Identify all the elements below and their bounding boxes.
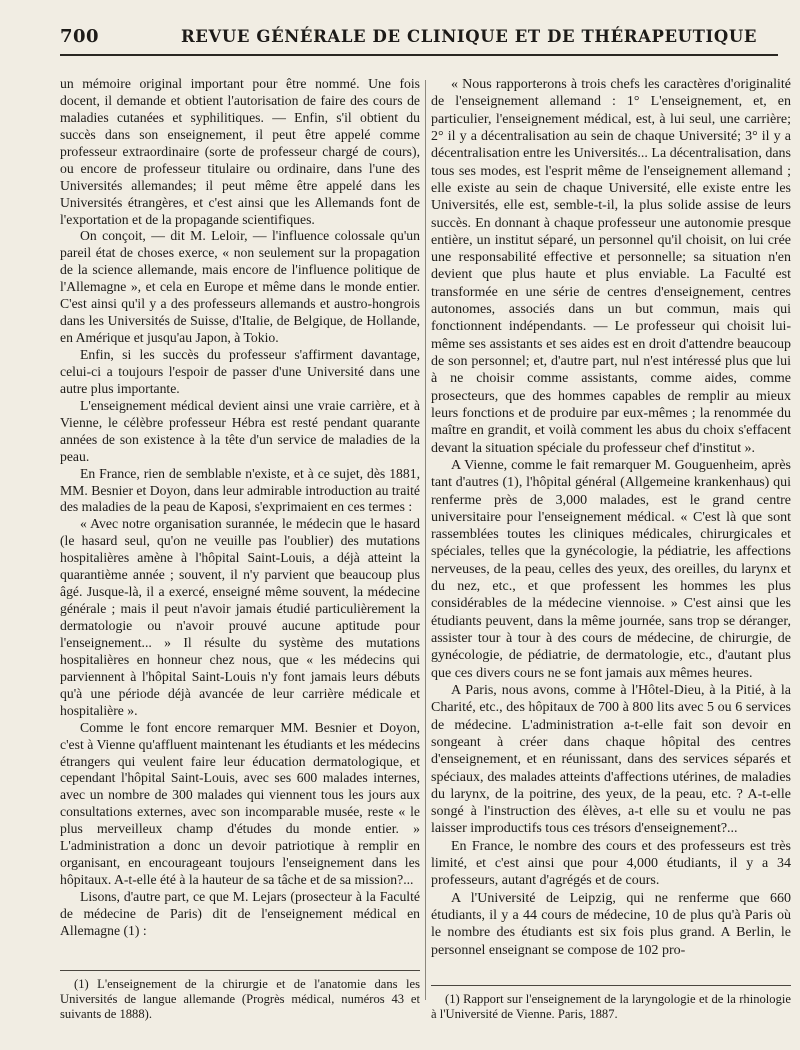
paragraph: « Nous rapporterons à trois chefs les caractères d'originalité de l'enseignement allemand : 1° L'enseignement, et, en particulier, l'enseignement médical, est, à lui seul, une carrière; 2° il y a décentralisation au sein de chaque Université; 3° il y a décentralisation entre les Universités... La décentralisation, dans tous ses modes, est l'esprit même de l'enseignement allemand ; elle existe au sein de chaque Université, elle existe entre les Universités, elle est, semble-t-il, la plus solide assise de leurs succès. En donnant à chaque professeur une autonomie presque entière, un institut séparé, un personnel qu'il choisit, on lui crée une responsabilité effective et personnelle; sa situation n'en devient que plus haute et plus enviable. La Faculté est transformée en une série de centres d'enseignement, centres autonomes, associés dans un but commun, mais qui fonctionnent indépendants. — Le professeur qui choisit lui-même ses assistants et ses aides est en droit d'attendre beaucoup de son personnel; et, d'autre part, nul n'est intéressé plus que lui à ne choisir comme assistants, comme aides, comme prosecteurs, que des hommes capables de remplir au mieux leurs fonctions et de produire par eux-mêmes ; la renommée du maître en grandit, et voilà comment les abus du choix s'effacent devant la situation spéciale du professeur chef d'institut ». [431,77,791,456]
paragraph: Comme le font encore remarquer MM. Besnier et Doyon, c'est à Vienne qu'affluent maintenant les étudiants et les médecins étrangers qui veulent faire leur éducation dermatologique, et cependant l'hôpital Saint-Louis, avec ses 600 malades internes, avec un nombre de 300 malades qui viennent tous les jours aux consultations externes, avec son incomparable musée, reste « le plus merveilleux champ d'études du monde entier. » L'administration a donc un devoir patriotique à remplir en organisant, en encourageant toujours l'enseignement dans les hôpitaux. A-t-elle été à la hauteur de sa tâche et de sa mission?... [60,719,420,888]
footnote-text: (1) L'enseignement de la chirurgie et de l'anatomie dans les Universités de langue allemande (Progrès médical, numéros 43 et suivants de 1888). [60,977,420,1021]
paragraph: Lisons, d'autre part, ce que M. Lejars (prosecteur à la Faculté de médecine de Paris) dit de l'enseignement médical en Allemagne (1) : [60,889,420,938]
paragraph: un mémoire original important pour être nommé. Une fois docent, il demande et obtient l'autorisation de faire des cours de maladies cutanées et syphilitiques. — Enfin, s'il obtient du succès dans son enseignement, il peut être appelé comme professeur extraordinaire (sorte de professeur chargé de cours), ou encore de professeur titulaire ou ordinaire, dans l'une des Universités allemandes; il peut même être appelé dans les Universités étrangères, et c'est ainsi que les Allemands font de l'exportation et de la propagande scientifiques. [60,76,420,227]
paragraph: On conçoit, — dit M. Leloir, — l'influence colossale qu'un pareil état de choses exerce, « non seulement sur la propagation de la science allemande, mais encore de l'influence politique de l'Allemagne », et cela en Europe et même dans le monde entier. C'est ainsi qu'il y a des professeurs allemands et austro-hongrois dans les Universités de Suisse, d'Italie, de Belgique, de Hollande, en Amérique et jusqu'au Japon, à Tokio. [60,228,420,346]
right-column [431,76,791,959]
left-column [60,76,420,940]
column-divider [425,80,426,1000]
paragraph: L'enseignement médical devient ainsi une vraie carrière, et à Vienne, le célèbre professeur Hébra est resté pendant quarante années de son existence à la tête d'un service de maladies de la peau. [60,397,420,464]
paragraph: « Avec notre organisation surannée, le médecin que le hasard (le hasard seul, qu'on ne veuille pas l'oublier) des mutations hospitalières amène à l'hôpital Saint-Louis, a déjà atteint la quarantième année ; souvent, il n'y parvient que beaucoup plus âgé. Jusque-là, il a exercé, enseigné même souvent, la médecine générale ; mais il peut n'avoir jamais étudié particulièrement la dermatologie ou n'avoir prouvé aucune aptitude pour l'enseignement... » Il résulte du système des mutations hospitalières en honneur chez nous, que « les médecins qui parviennent à l'hôpital Saint-Louis n'y font jamais leurs débuts qu'à une période déjà avancée de leur carrière médicale et hospitalière ». [60,516,420,718]
footnote-right [431,985,791,1022]
footnote-text: (1) Rapport sur l'enseignement de la laryngologie et de la rhinologie à l'Université de Vienne. Paris, 1887. [431,992,791,1021]
paragraph: En France, rien de semblable n'existe, et à ce sujet, dès 1881, MM. Besnier et Doyon, dans leur admirable introduction au traité des maladies de la peau de Kaposi, s'exprimaient en ces termes : [60,465,420,515]
page-header [60,26,778,56]
paragraph: A l'Université de Leipzig, qui ne renferme que 660 étudiants, il y a 44 cours de médecine, 10 de plus qu'à Paris où le nombre des étudiants est six fois plus grand. A Berlin, le personnel enseignant se compose de 102 pro- [431,890,791,958]
footnote-left [60,970,420,1022]
paragraph: En France, le nombre des cours et des professeurs est très limité, et c'est ainsi que pour 4,000 étudiants, il y a 34 professeurs, autant d'agrégés et de cours. [431,838,791,889]
paragraph: A Vienne, comme le fait remarquer M. Gouguenheim, après tant d'autres (1), l'hôpital général (Allgemeine krankenhaus) qui renferme près de 3,000 malades, est le grand centre universitaire pour l'enseignement médical. « C'est là que sont rassemblées toutes les cliniques médicales, chirurgicales et spéciales, telles que la gynécologie, la pédiatrie, les affections nerveuses, de la peau, celles des yeux, des oreilles, du larynx et du nez, etc., et que professent les hommes les plus considérables de la médecine viennoise. » C'est ainsi que les étudiants peuvent, dans la même journée, sans trop se déranger, assister tour à tour à des cours de médecine, de chirurgie, de gynécologie, de pédiatrie, de dermatologie, etc., d'autant plus que ces divers cours ne se font jamais aux mêmes heures. [431,457,791,681]
running-title: REVUE GÉNÉRALE DE CLINIQUE ET DE THÉRAPEUTIQUE [180,27,758,46]
paragraph: Enfin, si les succès du professeur s'affirment davantage, celui-ci a toujours l'espoir de passer d'une Université dans une autre plus importante. [60,347,420,396]
page-number: 700 [60,26,100,47]
paragraph: A Paris, nous avons, comme à l'Hôtel-Dieu, à la Pitié, à la Charité, etc., des hôpitaux de 700 à 800 lits avec 5 ou 6 services de médecine. L'administration a-t-elle fait son devoir en songeant à créer dans chaque hôpital des centres d'enseignement, et en réunissant, dans des services séparés et spéciaux, des malades atteints d'affections utérines, de maladies du larynx, de la poitrine, des yeux, de la peau, etc. ? A-t-elle songé à l'instruction des élèves, a-t elle su et voulu ne pas laisser improductifs tous ces trésors d'enseignement?... [431,682,791,837]
